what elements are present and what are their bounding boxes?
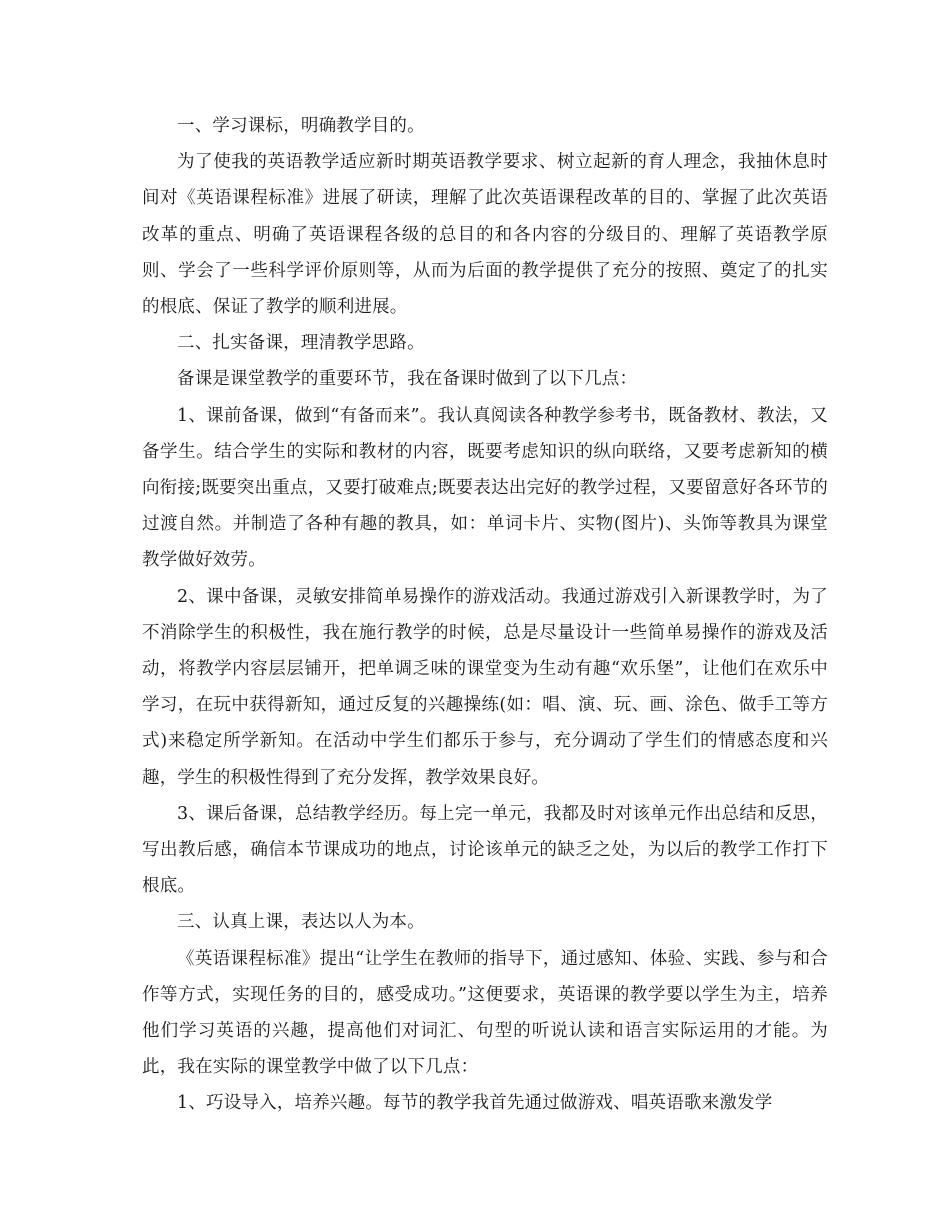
paragraph: 2、课中备课，灵敏安排简单易操作的游戏活动。我通过游戏引入新课教学时，为了不消除学生的积极性，我在施行教学的时候，总是尽量设计一些简单易操作的游戏及活动，将教学内容层层铺开，把单调乏味的课堂变为生动有趣“欢乐堡”，让他们在欢乐中学习，在玩中获得新知，通过反复的兴趣操练(如：唱、演、玩、画、涂色、做手工等方式)来稳定所学新知。在活动中学生们都乐于参与，充分调动了学生们的情感态度和兴趣，学生的积极性得到了充分发挥，教学效果良好。: [142, 586, 828, 788]
document-body: [142, 108, 828, 1122]
paragraph: 1、巧设导入，培养兴趣。每节的教学我首先通过做游戏、唱英语歌来激发学: [177, 1093, 773, 1114]
heading-3: 三、认真上课，表达以人为本。: [177, 912, 425, 933]
heading-2: 二、扎实备课，理清教学思路。: [177, 333, 425, 354]
paragraph: 备课是课堂教学的重要环节，我在备课时做到了以下几点：: [177, 369, 638, 390]
paragraph: 1、课前备课，做到“有备而来”。我认真阅读各种教学参考书，既备教材、教法，又备学生。结合学生的实际和教材的内容，既要考虑知识的纵向联络，又要考虑新知的横向衔接;既要突出重点，又要打破难点;既要表达出完好的教学过程，又要留意好各环节的过渡自然。并制造了各种有趣的教具，如：单词卡片、实物(图片)、头饰等教具为课堂教学做好效劳。: [142, 405, 828, 571]
paragraph: 《英语课程标准》提出“让学生在教师的指导下，通过感知、体验、实践、参与和合作等方式，实现任务的目的，感受成功。”这便要求，英语课的教学要以学生为主，培养他们学习英语的兴趣，提高他们对词汇、句型的听说认读和语言实际运用的才能。为此，我在实际的课堂教学中做了以下几点：: [142, 948, 828, 1078]
paragraph: 为了使我的英语教学适应新时期英语教学要求、树立起新的育人理念，我抽休息时间对《英语课程标准》进展了研读，理解了此次英语课程改革的目的、掌握了此次英语改革的重点、明确了英语课程各级的总目的和各内容的分级目的、理解了英语教学原则、学会了一些科学评价原则等，从而为后面的教学提供了充分的按照、奠定了的扎实的根底、保证了教学的顺利进展。: [142, 152, 828, 318]
paragraph: 3、课后备课，总结教学经历。每上完一单元，我都及时对该单元作出总结和反思，写出教后感，确信本节课成功的地点，讨论该单元的缺乏之处，为以后的教学工作打下根底。: [142, 803, 828, 897]
heading-1: 一、学习课标，明确教学目的。: [177, 116, 425, 136]
